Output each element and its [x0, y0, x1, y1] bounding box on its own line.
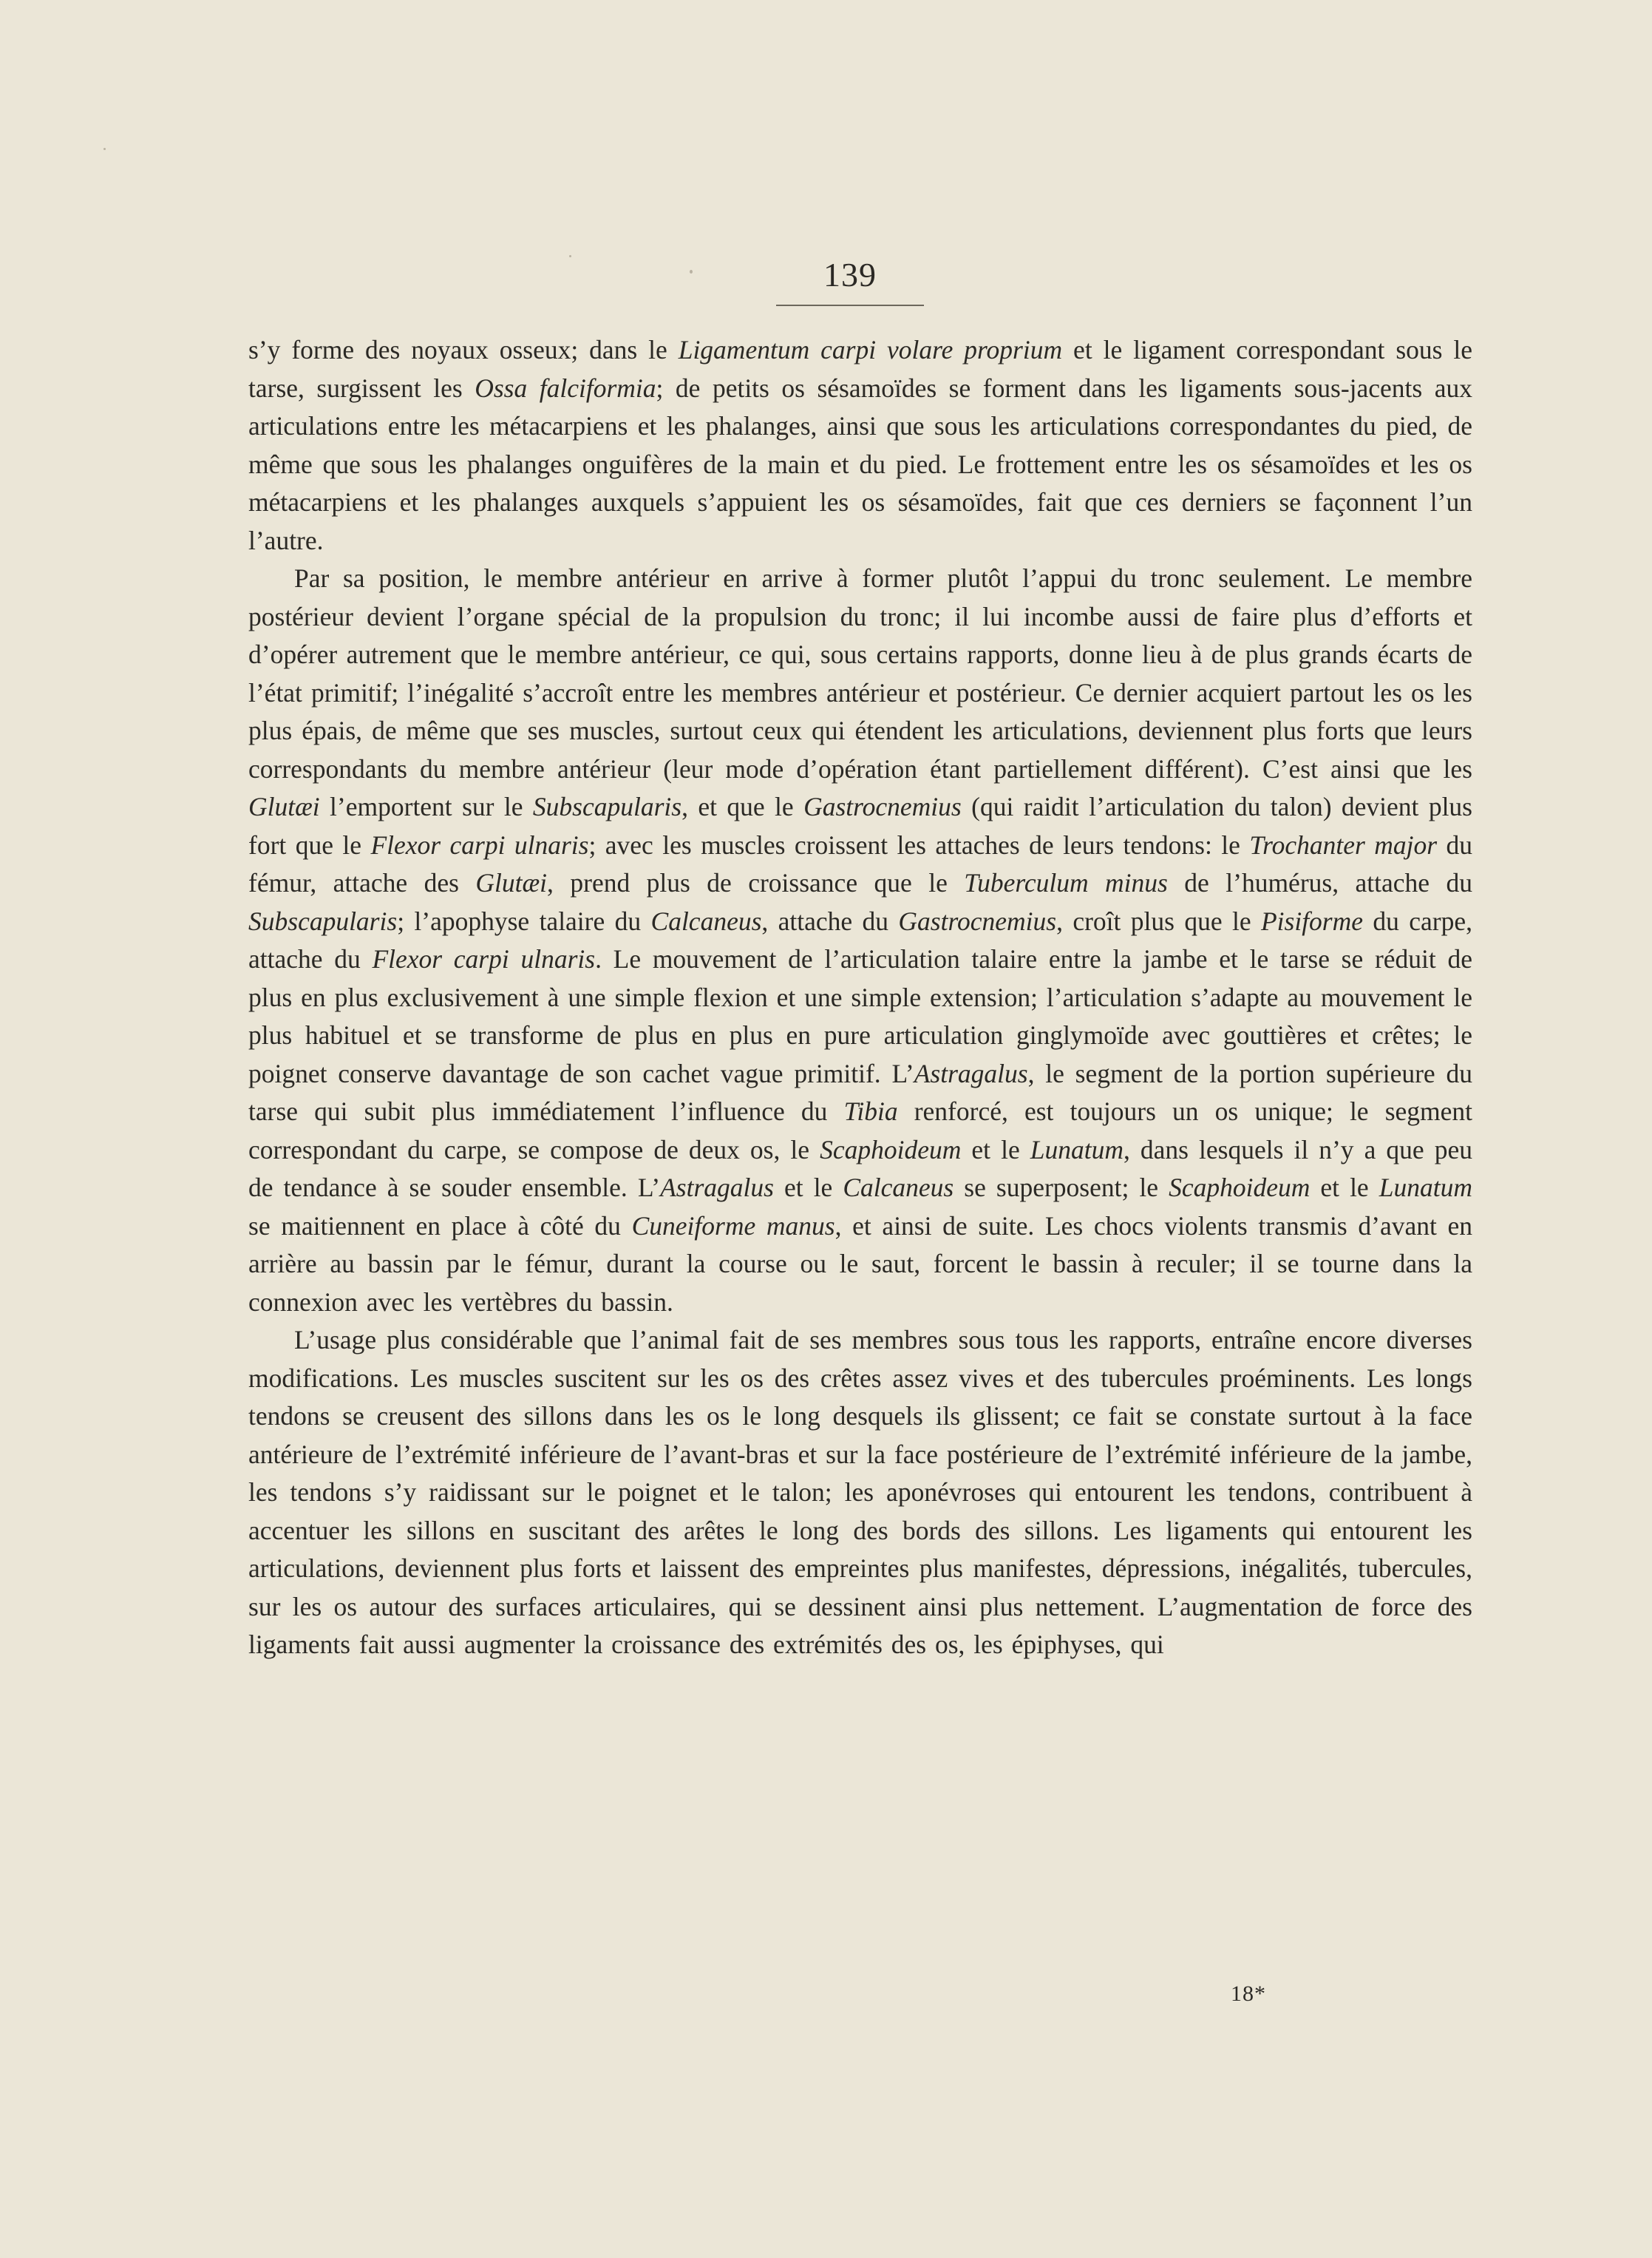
paper-speck	[103, 148, 106, 150]
text-run: se maitiennent en place à côté du	[248, 1210, 632, 1241]
italic-term: Subscapularis	[532, 792, 682, 821]
text-run: et le	[1310, 1173, 1379, 1202]
text-run: , attache du	[761, 906, 899, 936]
paragraph	[248, 331, 1472, 560]
italic-term: Scaphoideum	[1169, 1173, 1311, 1202]
italic-term: Astragalus	[660, 1173, 774, 1202]
text-run: (qui raidit l’articulation du talon) devient plus fort que le	[248, 792, 1473, 860]
italic-term: Ligamentum carpi volare proprium	[678, 335, 1063, 365]
page-number: 139	[823, 256, 877, 294]
italic-term: Flexor carpi ulnaris	[370, 830, 589, 860]
text-run: . Le mouvement de l’articulation talaire entre la jambe et le tarse se réduit de plus en plus exclusivement à une simple flexion et une simple extension; l’articulation s’adapte au mouvement le plus habituel et se transforme de plus en plus en pure articulation ginglymoïde avec gouttières et crêtes; le poignet conserve davantage de son cachet vague primitif. L’	[248, 944, 1473, 1088]
text-run: et le	[961, 1134, 1030, 1164]
text-run: , dans lesquels il n’y a que peu de tendance à se souder ensemble. L’	[248, 1134, 1472, 1202]
italic-term: Tuberculum minus	[964, 868, 1168, 898]
text-run: et le ligament correspondant sous le tarse, surgissent les	[248, 335, 1473, 403]
text-run: ; de petits os sésamoïdes se forment dans les ligaments sous-jacents aux articulations entre les métacarpiens et les phalanges, ainsi que sous les articulations correspondantes du pied, de même que sous les phalanges onguifères de la main et du pied. Le frottement entre les os sésamoïdes et les os métacarpiens et les phalanges auxquels s’appuient les os sésamoïdes, fait que ces derniers se façonnent l’un l’autre.	[248, 373, 1472, 555]
text-run: de l’humérus, attache du	[1167, 868, 1472, 898]
text-run: , le segment de la portion supérieure du tarse qui subit plus immédiatement l’influence du	[248, 1058, 1472, 1126]
text-run: se superposent; le	[954, 1173, 1169, 1202]
text-run: l’emportent sur le	[319, 792, 533, 821]
text-run: du fémur, attache des	[248, 830, 1473, 898]
printer-signature-mark: 18*	[1231, 1981, 1266, 2006]
paragraph	[248, 1321, 1472, 1664]
italic-term: Scaphoideum	[820, 1134, 962, 1164]
italic-term: Tibia	[843, 1096, 898, 1126]
text-run: ; l’apophyse talaire du	[397, 906, 651, 936]
italic-term: Glutæi	[248, 792, 320, 821]
text-run: s’y forme des noyaux osseux; dans le	[248, 335, 679, 365]
text-run: , et que le	[681, 792, 804, 821]
italic-term: Lunatum	[1379, 1173, 1472, 1202]
text-run: , prend plus de croissance que le	[547, 868, 965, 898]
text-run: , croît plus que le	[1056, 906, 1261, 936]
italic-term: Astragalus	[914, 1058, 1028, 1088]
text-run: Par sa position, le membre antérieur en arrive à former plutôt l’appui du tronc seulement. Le membre postérieur devient l’organe spécial de la propulsion du tronc; il lui incombe aussi de faire plus d’efforts et d’opérer autrement que le membre antérieur, ce qui, sous certains rapports, donne lieu à de plus grands écarts de l’état primitif; l’inégalité s’accroît entre les membres antérieur et postérieur. Ce dernier acquiert partout les os les plus épais, de même que ses muscles, surtout ceux qui étendent les articulations, deviennent plus forts que leurs correspondants du membre antérieur (leur mode d’opération étant partiellement différent). C’est ainsi que les	[248, 563, 1472, 784]
italic-term: Glutæi	[475, 868, 548, 898]
italic-term: Gastrocnemius	[803, 792, 962, 821]
italic-term: Calcaneus	[843, 1173, 954, 1202]
text-run: du carpe, attache du	[248, 906, 1473, 974]
paragraph	[248, 560, 1472, 1321]
page-number-rule	[776, 305, 924, 306]
italic-term: Gastrocnemius	[898, 906, 1057, 936]
text-run: et le	[773, 1173, 843, 1202]
text-run: L’usage plus considérable que l’animal fait de ses membres sous tous les rapports, entraîne encore diverses modifications. Les muscles suscitent sur les os des crêtes assez vives et des tubercules proéminents. Les longs tendons se creusent des sillons dans les os le long desquels ils glissent; ce fait se constate surtout à la face antérieure de l’extrémité inférieure de l’avant-bras et sur la face postérieure de l’extrémité inférieure de la jambe, les tendons s’y raidissant sur le poignet et le talon; les aponévroses qui entourent les tendons, contribuent à accentuer les sillons en suscitant des arêtes le long des bords des sillons. Les ligaments qui entourent les articulations, deviennent plus forts et laissent des empreintes plus manifestes, dépressions, inégalités, tubercules, sur les os autour des surfaces articulaires, qui se dessinent ainsi plus nettement. L’augmentation de force des ligaments fait aussi augmenter la croissance des extrémités des os, les épiphyses, qui	[248, 1325, 1472, 1659]
paper-speck	[569, 255, 571, 257]
italic-term: Pisiforme	[1260, 906, 1364, 936]
italic-term: Flexor carpi ulnaris	[372, 944, 596, 974]
body-text	[248, 331, 1472, 1664]
text-run: renforcé, est toujours un os unique; le segment correspondant du carpe, se compose de deux os, le	[248, 1096, 1472, 1164]
italic-term: Calcaneus	[650, 906, 762, 936]
text-run: , et ainsi de suite. Les chocs violents transmis d’avant en arrière au bassin par le fémur, durant la course ou le saut, forcent le bassin à reculer; il se tourne dans la connexion avec les vertèbres du bassin.	[248, 1210, 1472, 1317]
text-run: ; avec les muscles croissent les attaches de leurs tendons: le	[588, 830, 1250, 860]
italic-term: Subscapularis	[248, 906, 398, 936]
italic-term: Ossa falciformia	[475, 373, 656, 403]
italic-term: Trochanter major	[1249, 830, 1438, 860]
paper-speck	[690, 270, 693, 274]
italic-term: Cuneiforme manus	[631, 1210, 835, 1241]
italic-term: Lunatum	[1030, 1134, 1124, 1164]
